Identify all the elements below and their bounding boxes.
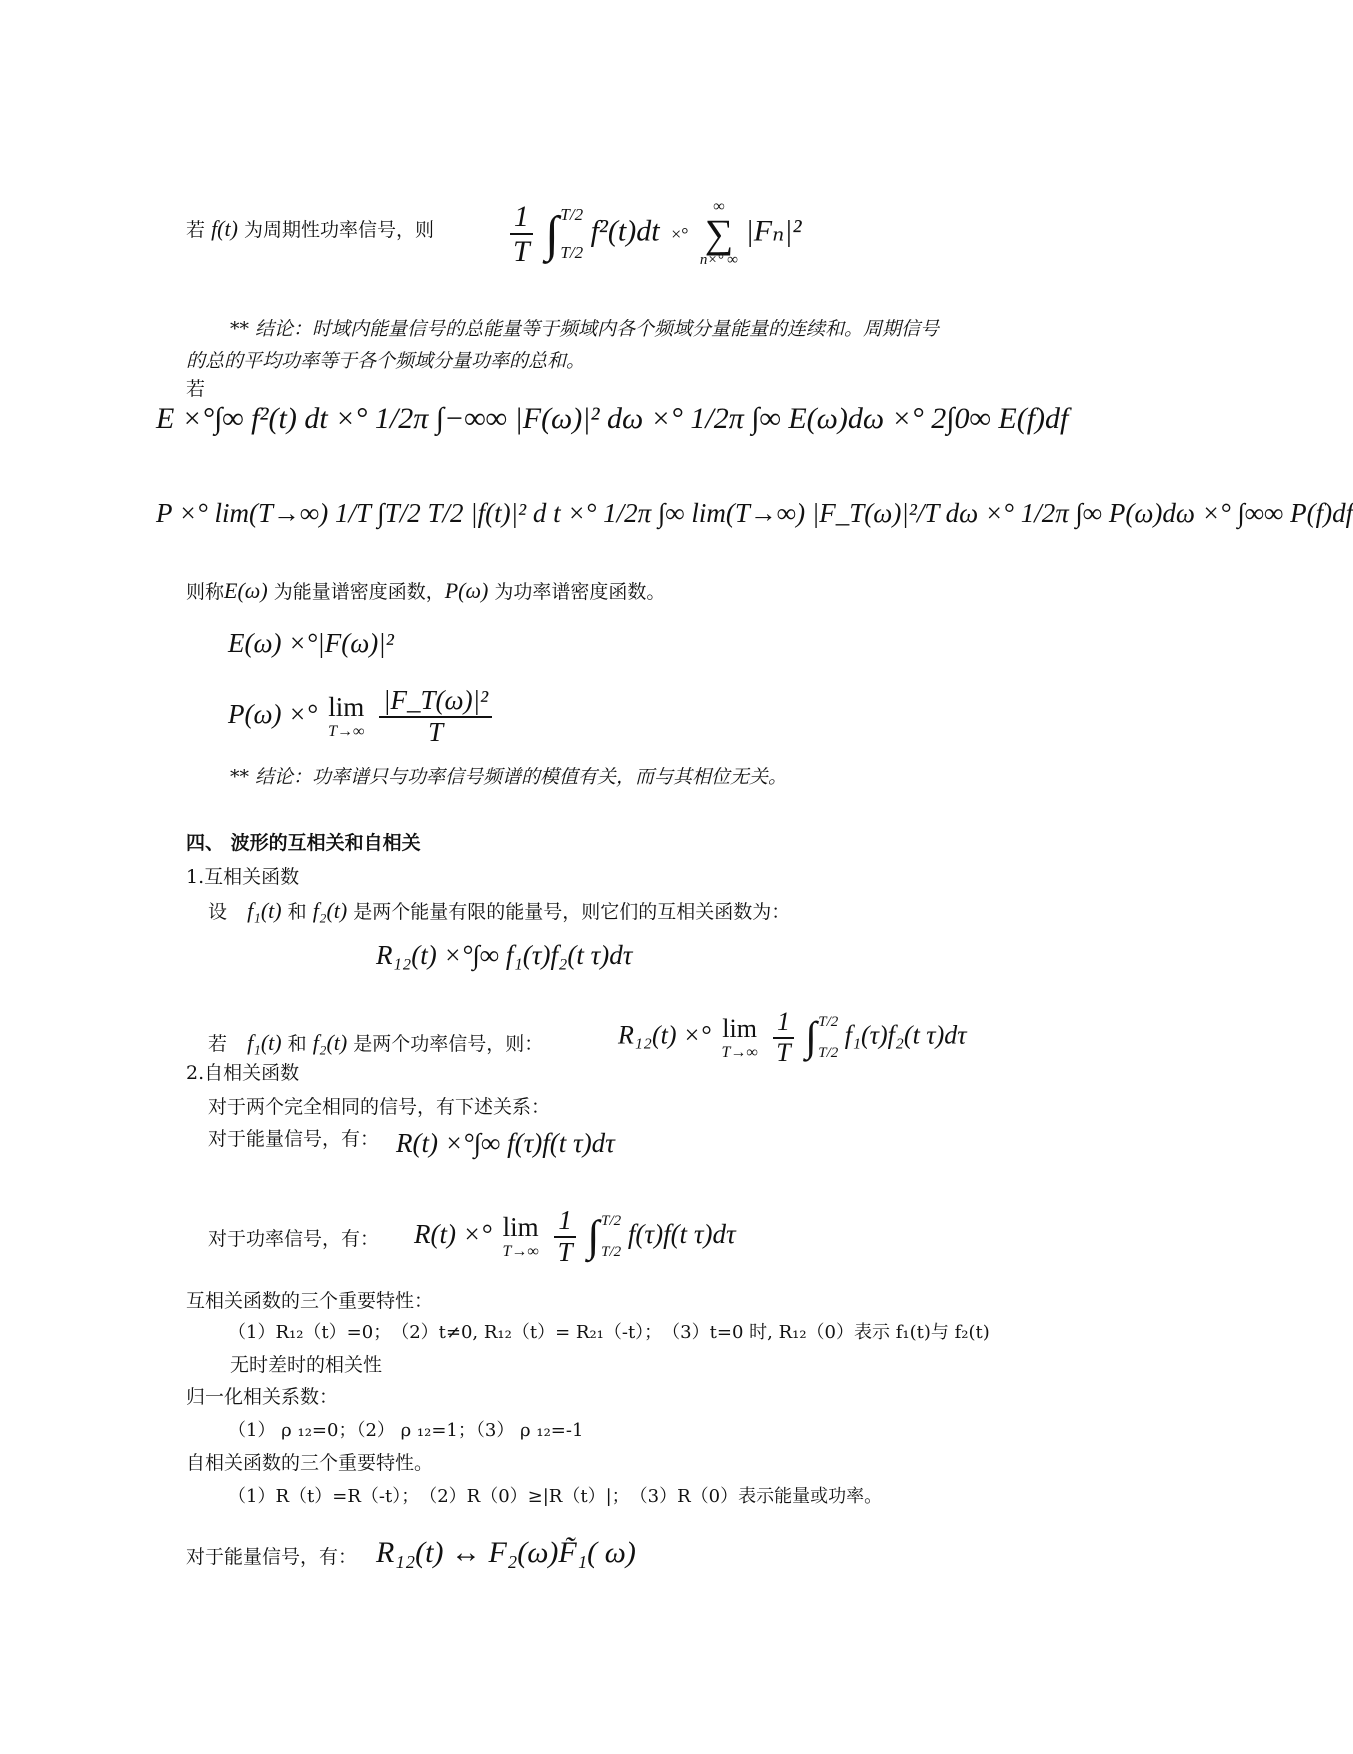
periodic-intro (186, 216, 434, 242)
conclusion-1-line1: ** 结论：时域内能量信号的总能量等于频域内各个频域分量能量的连续和。周期信号 (230, 318, 940, 340)
text-ruo: 若 (186, 219, 206, 241)
cross-props-line1: （1）R₁₂（t）=0； （2）t≠0, R₁₂（t）= R₂₁（-t）； （3）t=0 时, R₁₂（0）表示 f₁(t)与 f₂(t) (228, 1322, 990, 1343)
auto-intro: 对于两个完全相同的信号，有下述关系： (208, 1096, 551, 1118)
equation-Ew: E(ω) ×°|F(ω)|² (228, 628, 394, 658)
normalized-title: 归一化相关系数： (186, 1386, 339, 1408)
sum-operator (700, 198, 738, 269)
math-f1-b: f₁(t) (247, 1030, 282, 1055)
equation-R12-energy: R₁₂(t) ×°∫∞ f₁(τ)f₂(t τ)dτ (376, 940, 633, 970)
cross-energy-intro (208, 898, 790, 924)
frac-num: 1 (554, 1206, 576, 1238)
equation-wiener: R₁₂(t) ↔ F₂(ω)F̃₁( ω) (376, 1536, 636, 1569)
limit-operator (328, 692, 364, 741)
upper-limit: T/2 (818, 1013, 839, 1030)
equation-R-power (414, 1206, 736, 1267)
text-periodic: 为周期性功率信号，则 (244, 219, 435, 241)
upper-limit: T/2 (560, 204, 584, 224)
limit-operator (721, 1014, 757, 1062)
integral-sign: ∫ (805, 1014, 817, 1061)
frac-den: T (513, 234, 530, 268)
math-f2: f₂(t) (312, 898, 348, 923)
frac-den: T (557, 1236, 573, 1267)
integral-sign: ∫ (587, 1211, 600, 1261)
sum-upper: ∞ (713, 198, 725, 215)
upper-limit: T/2 (601, 1212, 622, 1229)
text-she: 设 (208, 901, 228, 923)
sigma-icon: ∑ (704, 211, 734, 256)
normalized-line: （1） ρ ₁₂=0；（2） ρ ₁₂=1；（3） ρ ₁₂=-1 (228, 1420, 584, 1441)
frac-den: T (776, 1037, 791, 1067)
text-zecheng: 则称 (186, 581, 225, 603)
conclusion-2: ** 结论：功率谱只与功率信号频谱的模值有关，而与其相位无关。 (230, 766, 788, 788)
text-he: 和 (287, 901, 307, 923)
frac-num: |F_T(ω)|² (379, 686, 492, 718)
integrand: f₁(τ)f₂(t τ)dτ (844, 1020, 967, 1050)
text-cross-energy: 是两个能量有限的能量号，则它们的互相关函数为： (353, 901, 791, 923)
pw-lhs: P(ω) ×° (228, 698, 318, 729)
math-f1: f₁(t) (247, 898, 282, 923)
subheading-autocorrelation: 2.自相关函数 (186, 1062, 300, 1084)
equation-energy: E ×°∫∞ f²(t) dt ×° 1/2π ∫−∞∞ |F(ω)|² dω ×° 1/2π ∫∞ E(ω)dω ×° 2∫0∞ E(f)df (156, 402, 1069, 435)
frac-ft-over-t (379, 686, 492, 747)
integral-limits (601, 1213, 621, 1261)
text-energy-density: 为能量谱密度函数， (273, 581, 445, 603)
auto-power-label: 对于功率信号，有： (208, 1228, 380, 1250)
auto-props-title: 自相关函数的三个重要特性。 (186, 1452, 434, 1474)
equation-parseval-periodic (505, 198, 801, 269)
lim-sub: T→∞ (721, 1043, 758, 1061)
frac-num: 1 (510, 200, 533, 235)
frac-num: 1 (773, 1008, 794, 1039)
lower-limit: T/2 (818, 1044, 839, 1061)
definition-line (186, 578, 665, 604)
math-Pw: P(ω) (444, 578, 489, 603)
frac-1-over-T (772, 1008, 794, 1067)
lim-sub: T→∞ (328, 723, 365, 741)
r12p-lhs: R₁₂(t) ×° (618, 1020, 711, 1050)
math-ft: f(t) (211, 216, 238, 241)
subheading-cross-correlation: 1.互相关函数 (186, 866, 300, 888)
lim-text: lim (722, 1013, 757, 1043)
text-power-density: 为功率谱密度函数。 (494, 581, 666, 603)
conclusion-1-line2: 的总的平均功率等于各个频域分量功率的总和。 (186, 350, 586, 372)
integral-sign: ∫ (545, 205, 559, 262)
frac-1-over-T (554, 1206, 577, 1267)
frac-den: T (428, 716, 444, 747)
auto-props-line: （1）R（t）=R（-t）； （2）R（0）≥|R（t）|； （3）R（0）表示能量或功率。 (228, 1486, 883, 1507)
text-ruo-2: 若 (186, 378, 206, 400)
equation-R12-power (618, 1008, 967, 1067)
integrand: f²(t)dt (590, 214, 660, 248)
sum-term: |Fₙ|² (745, 214, 802, 248)
cross-props-title: 互相关函数的三个重要特性： (186, 1290, 434, 1312)
lim-text: lim (502, 1212, 539, 1243)
text-he-b: 和 (287, 1033, 307, 1055)
auto-energy-label: 对于能量信号，有： (208, 1128, 380, 1150)
text-cross-power: 是两个功率信号，则： (353, 1033, 544, 1055)
equation-power: P ×° lim(T→∞) 1/T ∫T/2 T/2 |f(t)|² d t ×° 1/2π ∫∞ lim(T→∞) |F_T(ω)|²/T dω ×° 1/2π ∫∞ P(ω)dω ×° ∫∞∞ P(f)df (156, 498, 1353, 528)
text-ruo-3: 若 (208, 1033, 228, 1055)
equation-R-energy: R(t) ×°∫∞ f(τ)f(t τ)dτ (396, 1128, 615, 1158)
equal-glyph: ×° (671, 224, 689, 245)
sum-lower: n×° ∞ (699, 252, 738, 268)
lower-limit: T/2 (601, 1243, 622, 1260)
lower-limit: T/2 (560, 242, 584, 262)
frac-1-over-T (509, 200, 534, 268)
rp-lhs: R(t) ×° (414, 1218, 492, 1249)
lim-sub: T→∞ (502, 1243, 539, 1261)
cross-props-line2: 无时差时的相关性 (230, 1354, 383, 1376)
integral-limits (818, 1014, 838, 1062)
math-f2-b: f₂(t) (312, 1030, 348, 1055)
lim-text: lim (328, 692, 365, 723)
integrand: f(τ)f(t τ)dτ (627, 1218, 736, 1249)
integral-limits (560, 205, 583, 263)
cross-power-intro (208, 1030, 543, 1056)
section-heading-4: 四、 波形的互相关和自相关 (186, 832, 421, 854)
math-Ew: E(ω) (224, 578, 268, 603)
limit-operator (503, 1212, 539, 1261)
last-energy-label: 对于能量信号，有： (186, 1546, 358, 1568)
equation-Pw (228, 686, 496, 747)
